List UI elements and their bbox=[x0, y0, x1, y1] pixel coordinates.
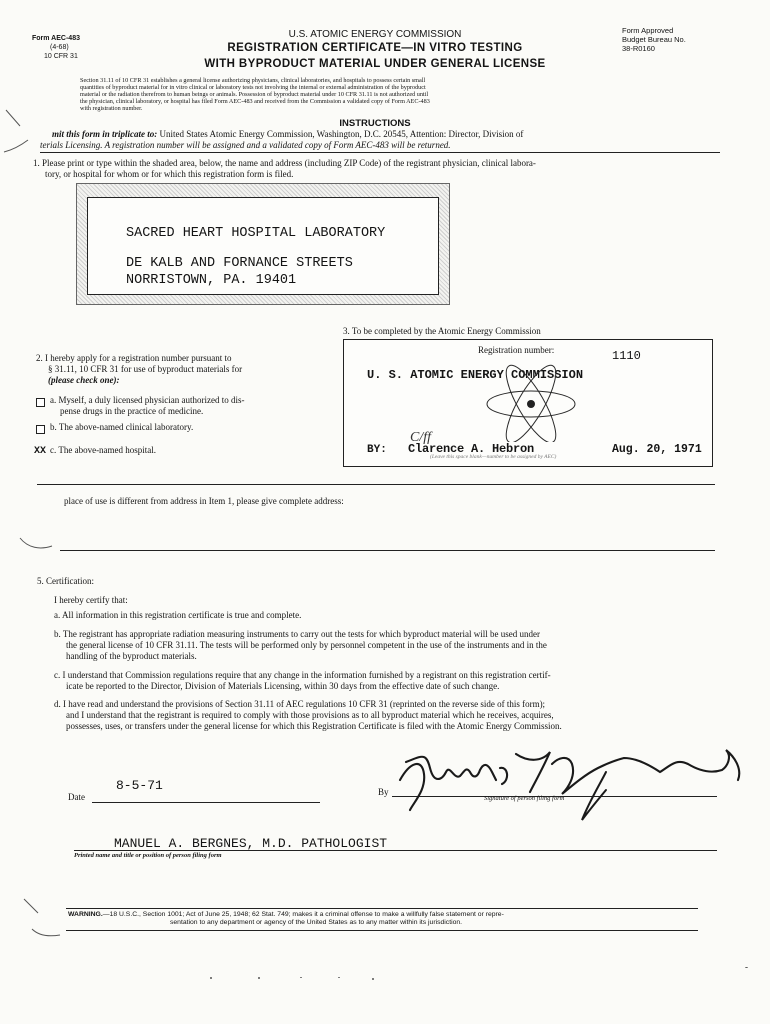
date-label: Date bbox=[68, 792, 85, 802]
registrant-street: DE KALB AND FORNANCE STREETS bbox=[126, 256, 353, 271]
by-label: By bbox=[378, 787, 389, 797]
warning-bottom-rule bbox=[66, 930, 698, 931]
checkbox-physician[interactable] bbox=[36, 398, 45, 407]
item2-section bbox=[36, 353, 336, 386]
option-clinical-lab: b. The above-named clinical laboratory. bbox=[50, 422, 194, 432]
form-title-line1: REGISTRATION CERTIFICATE—IN VITRO TESTING bbox=[227, 42, 523, 54]
handwritten-signature bbox=[392, 740, 752, 832]
faint-note: (Leave this space blank—number to be assigned by AEC) bbox=[430, 454, 557, 460]
cert-c2: icate be reported to the Director, Division of Materials Licensing, within 30 days from the effective date of such change. bbox=[66, 681, 500, 691]
form-title-line2: WITH BYPRODUCT MATERIAL UNDER GENERAL LICENSE bbox=[204, 58, 546, 70]
speck bbox=[745, 967, 748, 968]
item5-lead: I hereby certify that: bbox=[54, 595, 128, 605]
form-cfr: 10 CFR 31 bbox=[44, 53, 78, 60]
instructions-rest: United States Atomic Energy Commission, Washington, D.C. 20545, Attention: Director, Division of bbox=[159, 129, 524, 139]
aec-date: Aug. 20, 1971 bbox=[612, 443, 702, 456]
warning-text: —18 U.S.C., Section 1001; Act of June 25, 1948; 62 Stat. 749; makes it a criminal offense to make a willfully false statement or repre- bbox=[102, 911, 504, 918]
item2-line: § 31.11, 10 CFR 31 for use of byproduct materials for bbox=[48, 364, 243, 374]
checkbox-clinical-lab[interactable] bbox=[36, 425, 45, 434]
speck bbox=[258, 977, 260, 979]
registrant-city: NORRISTOWN, PA. 19401 bbox=[126, 273, 297, 288]
registration-label: Registration number: bbox=[478, 345, 555, 355]
cert-b3: handling of the byproduct materials. bbox=[66, 651, 197, 661]
item3-heading: 3. To be completed by the Atomic Energy Commission bbox=[343, 326, 541, 336]
cert-d1: d. I have read and understand the provisions of Section 31.11 of AEC regulations 10 CFR 31 (reprinted on the reverse side of this form); bbox=[54, 699, 546, 709]
form-number: Form AEC-483 bbox=[32, 35, 80, 42]
divider bbox=[37, 484, 715, 485]
speck bbox=[338, 977, 340, 978]
intro-line: Section 31.11 of 10 CFR 31 establishes a general license authorizing physicians, clinical laboratories, and hospitals to possess certain small bbox=[80, 77, 426, 84]
speck bbox=[210, 977, 212, 979]
item5-heading: 5. Certification: bbox=[37, 576, 94, 586]
instructions-line1 bbox=[52, 129, 722, 140]
cert-b1: b. The registrant has appropriate radiation measuring instruments to carry out the tests for which byproduct material will be used under bbox=[54, 629, 540, 639]
warning-line1 bbox=[68, 911, 708, 919]
speck bbox=[372, 978, 374, 980]
agency-name: U.S. ATOMIC ENERGY COMMISSION bbox=[288, 29, 462, 40]
atom-seal-icon bbox=[478, 360, 588, 442]
date-value: 8-5-71 bbox=[116, 778, 163, 793]
speck bbox=[300, 977, 302, 978]
warning-label: WARNING. bbox=[68, 911, 103, 918]
warning-top-rule bbox=[66, 908, 698, 909]
instructions-line2: terials Licensing. A registration number will be assigned and a validated copy of Form AEC-483 will be returned. bbox=[40, 140, 451, 150]
item1-line1: 1. Please print or type within the shaded area, below, the name and address (including ZIP Code) of the registrant physician, clinical labora- bbox=[33, 158, 536, 168]
aec-signer: Clarence A. Hebron bbox=[408, 442, 535, 456]
stamp-agency: U. S. ATOMIC ENERGY COMMISSION bbox=[367, 368, 584, 382]
option-physician-line1: a. Myself, a duly licensed physician authorized to dis- bbox=[50, 395, 245, 405]
option-hospital: c. The above-named hospital. bbox=[50, 445, 157, 455]
intro-line: quantities of byproduct material for in vitro clinical or laboratory tests not involving the internal or external administration of the byproduct bbox=[80, 84, 426, 91]
item4-text: place of use is different from address in Item 1, please give complete address: bbox=[64, 496, 344, 506]
intro-line: material or the radiation therefrom to human beings or animals. Possession of byproduct material under 10 CFR 31.11 is not authorized until bbox=[80, 91, 429, 98]
instructions-heading: INSTRUCTIONS bbox=[339, 118, 411, 129]
registration-number: 1110 bbox=[612, 349, 641, 363]
form-date: (4-68) bbox=[50, 44, 69, 51]
cert-d2: and I understand that the registrant is required to comply with those provisions as to all byproduct material which he receives, acquires, bbox=[66, 710, 554, 720]
printed-name: MANUEL A. BERGNES, M.D. PATHOLOGIST bbox=[114, 836, 388, 851]
intro-text bbox=[80, 77, 670, 112]
printed-name-line[interactable] bbox=[74, 850, 717, 851]
address-write-line bbox=[60, 550, 715, 551]
margin-mark bbox=[18, 530, 58, 560]
printed-caption: Printed name and title or position of person filing form bbox=[74, 852, 222, 859]
date-line[interactable] bbox=[92, 802, 320, 803]
margin-mark bbox=[0, 70, 40, 160]
divider bbox=[40, 152, 720, 153]
item2-line: 2. I hereby apply for a registration number pursuant to bbox=[36, 353, 232, 363]
cert-d3: possesses, uses, or transfers under the general license for which this Registration Certificate is filed with the Atomic Energy Commission. bbox=[66, 721, 562, 731]
warning-line2: sentation to any department or agency of the United States as to any matter within its jurisdiction. bbox=[170, 919, 463, 926]
intro-line: with registration number. bbox=[80, 105, 143, 112]
cert-c1: c. I understand that Commission regulations require that any change in the information furnished by a registrant on this registration certif- bbox=[54, 670, 551, 680]
intro-line: the physician, clinical laboratory, or hospital has filed Form AEC-483 and received from the Commission a validated copy of Form AEC-483 bbox=[80, 98, 430, 105]
option-physician-line2: pense drugs in the practice of medicine. bbox=[60, 406, 204, 416]
item1-line2: tory, or hospital for whom or for which this registration form is filed. bbox=[45, 169, 294, 179]
cert-a: a. All information in this registration certificate is true and complete. bbox=[54, 610, 302, 620]
cert-b2: the general license of 10 CFR 31.11. The tests will be performed only by personnel competent in the use of the instruments and in the bbox=[66, 640, 547, 650]
approval-line1: Form Approved bbox=[622, 26, 674, 35]
margin-mark bbox=[20, 895, 70, 945]
approval-line3: 38-R0160 bbox=[622, 44, 655, 53]
approval-line2: Budget Bureau No. bbox=[622, 35, 686, 44]
initials: C/ff bbox=[410, 430, 432, 445]
signature-caption: Signature of person filing form bbox=[484, 795, 565, 802]
instructions-lead: mit this form in triplicate to: bbox=[52, 129, 158, 139]
registrant-name: SACRED HEART HOSPITAL LABORATORY bbox=[126, 226, 386, 241]
aec-by-label: BY: bbox=[367, 444, 387, 456]
checkbox-hospital-mark[interactable]: XX bbox=[34, 446, 47, 457]
item2-line: (please check one): bbox=[48, 375, 120, 385]
